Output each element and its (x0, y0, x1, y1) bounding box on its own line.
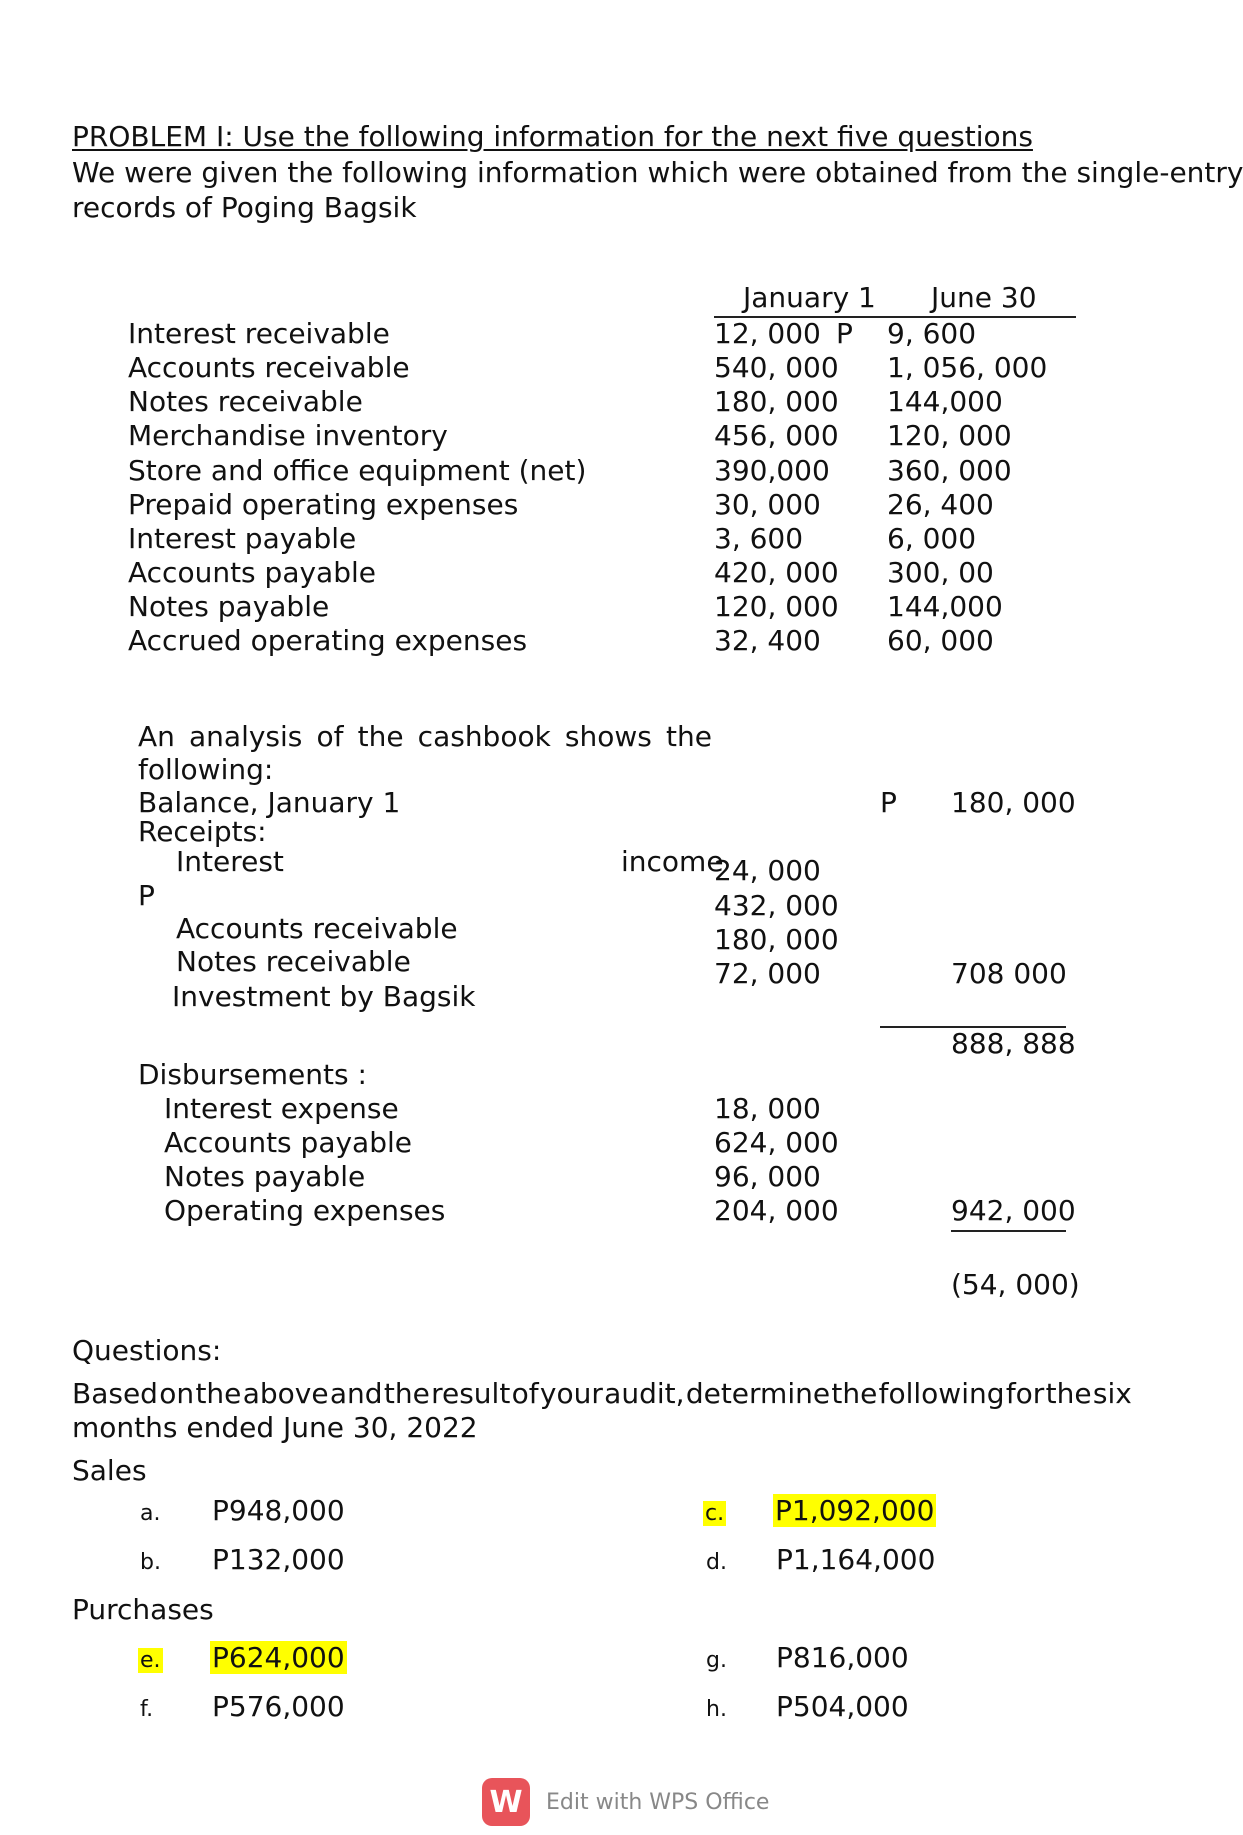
disbursements-total: 942, 000 (951, 1194, 1076, 1227)
balance-row-jan: 390,000 (714, 454, 830, 487)
cashbook-intro-word: cashbook (417, 720, 551, 753)
balance-row-jan: 30, 000 (714, 488, 821, 521)
option-value: P1,164,000 (776, 1543, 936, 1576)
option-letter-highlighted: e. (140, 1648, 161, 1673)
balance-row-jun: 1, 056, 000 (887, 351, 1048, 384)
option-value-highlighted: P1,092,000 (775, 1494, 935, 1527)
receipts-label: Receipts: (138, 815, 267, 848)
balance-row-jan: 180, 000 (714, 385, 839, 418)
balance-row-label: Merchandise inventory (128, 419, 448, 452)
balance-row-label: Interest receivable (128, 317, 390, 350)
cashbook-intro-word: of (316, 720, 344, 753)
prompt-word: determine (685, 1377, 831, 1410)
disbursements-rule (951, 1230, 1066, 1232)
disbursement-value: 624, 000 (714, 1126, 839, 1159)
balance-row-jan: 12, 000 (714, 317, 821, 350)
balance-row-label: Accrued operating expenses (128, 624, 528, 657)
balance-row-jun: 9, 600 (887, 317, 977, 350)
receipt-label: Notes receivable (176, 945, 411, 978)
balance-january-prefix: P (880, 786, 897, 819)
receipt-label: Investment by Bagsik (172, 980, 476, 1013)
option-value: P816,000 (776, 1641, 909, 1674)
balance-row-jan: 3, 600 (714, 522, 804, 555)
prompt-word: the (831, 1377, 878, 1410)
questions-prompt-line2: months ended June 30, 2022 (72, 1411, 478, 1444)
option-letter: h. (706, 1697, 727, 1722)
prompt-word: following (878, 1377, 1005, 1410)
cashbook-intro-word: the (665, 720, 712, 753)
receipt-p-marker: P (138, 879, 155, 912)
balance-row-jan: 420, 000 (714, 556, 839, 589)
disbursement-value: 96, 000 (714, 1160, 821, 1193)
option-value-highlighted: P624,000 (212, 1641, 345, 1674)
prompt-word: the (1045, 1377, 1092, 1410)
option-letter: b. (140, 1550, 161, 1575)
balance-january-label: Balance, January 1 (138, 786, 401, 819)
prompt-word: for (1005, 1377, 1045, 1410)
option-letter-highlighted: c. (705, 1501, 725, 1526)
option-value: P948,000 (212, 1494, 345, 1527)
receipt-value: 24, 000 (714, 854, 821, 887)
cashbook-intro-word: shows (564, 720, 652, 753)
balance-row-jan: 120, 000 (714, 590, 839, 623)
balance-row-jun: 6, 000 (887, 522, 977, 555)
problem-intro-line2: records of Poging Bagsik (72, 191, 417, 224)
balance-row-label: Accounts payable (128, 556, 376, 589)
balance-row-jun: 144,000 (887, 385, 1003, 418)
purchases-label: Purchases (72, 1593, 214, 1626)
receipt-interest-label: Interest (176, 845, 284, 878)
option-letter: g. (706, 1648, 727, 1673)
prompt-word: the (383, 1377, 430, 1410)
balance-row-label: Notes payable (128, 590, 330, 623)
prompt-word: the (195, 1377, 242, 1410)
option-value: P576,000 (212, 1690, 345, 1723)
disbursement-label: Notes payable (164, 1160, 366, 1193)
column-header-january: January 1 (743, 281, 876, 314)
balance-row-jan: 32, 400 (714, 624, 821, 657)
prompt-word: six (1092, 1377, 1132, 1410)
prompt-word: result (431, 1377, 511, 1410)
disbursement-label: Interest expense (164, 1092, 399, 1125)
subtotal-value: 888, 888 (951, 1027, 1076, 1060)
cashbook-intro-word: An (138, 720, 175, 753)
balance-row-jun: 26, 400 (887, 488, 994, 521)
questions-prompt-line1 (72, 1378, 1132, 1410)
option-letter: d. (706, 1550, 727, 1575)
disbursement-label: Accounts payable (164, 1126, 412, 1159)
balance-row-jun: 60, 000 (887, 624, 994, 657)
cashbook-intro-line2: following: (138, 753, 274, 786)
cashbook-intro-word: the (357, 720, 404, 753)
option-letter: f. (140, 1697, 154, 1722)
option-value: P504,000 (776, 1690, 909, 1723)
receipts-total: 708 000 (951, 957, 1067, 990)
disbursement-label: Operating expenses (164, 1194, 446, 1227)
problem-title: PROBLEM I: Use the following information for the next five questions (72, 120, 1033, 153)
disbursement-value: 204, 000 (714, 1194, 839, 1227)
prompt-word: and (329, 1377, 383, 1410)
prompt-word: above (242, 1377, 329, 1410)
edit-with-wps-link[interactable]: Edit with WPS Office (546, 1789, 770, 1815)
balance-row-label: Store and office equipment (net) (128, 454, 587, 487)
wps-edit-banner[interactable] (482, 1778, 769, 1826)
receipt-label: Accounts receivable (176, 912, 458, 945)
balance-row-jan: 456, 000 (714, 419, 839, 452)
prompt-word: Based (72, 1377, 158, 1410)
balance-row-jun: 300, 00 (887, 556, 994, 589)
cashbook-intro-line1 (138, 721, 712, 753)
wps-logo-icon[interactable]: W (482, 1778, 530, 1826)
balance-row-jun: 120, 000 (887, 419, 1012, 452)
sales-label: Sales (72, 1454, 147, 1487)
balance-row-jun: 144,000 (887, 590, 1003, 623)
option-letter: a. (140, 1501, 161, 1526)
balance-row-label: Interest payable (128, 522, 357, 555)
balance-row-label: Notes receivable (128, 385, 363, 418)
balance-january-value: 180, 000 (951, 786, 1076, 819)
questions-heading: Questions: (72, 1334, 222, 1367)
receipt-value: 72, 000 (714, 957, 821, 990)
receipt-income-word: income (621, 845, 724, 878)
balance-row-label: Accounts receivable (128, 351, 410, 384)
receipt-value: 432, 000 (714, 889, 839, 922)
disbursement-value: 18, 000 (714, 1092, 821, 1125)
balance-row-jun: 360, 000 (887, 454, 1012, 487)
prompt-word: your (539, 1377, 603, 1410)
problem-intro-line1: We were given the following information which were obtained from the single-entry (72, 156, 1243, 189)
prompt-word: audit, (604, 1377, 685, 1410)
disbursements-label: Disbursements : (138, 1058, 367, 1091)
balance-row-jan-prefix: P (836, 317, 853, 350)
receipt-value: 180, 000 (714, 923, 839, 956)
cashbook-intro-word: analysis (189, 720, 303, 753)
balance-row-label: Prepaid operating expenses (128, 488, 519, 521)
option-value: P132,000 (212, 1543, 345, 1576)
column-header-june: June 30 (931, 281, 1037, 314)
prompt-word: on (159, 1377, 195, 1410)
balance-row-jan: 540, 000 (714, 351, 839, 384)
ending-balance: (54, 000) (951, 1268, 1080, 1301)
prompt-word: of (511, 1377, 539, 1410)
